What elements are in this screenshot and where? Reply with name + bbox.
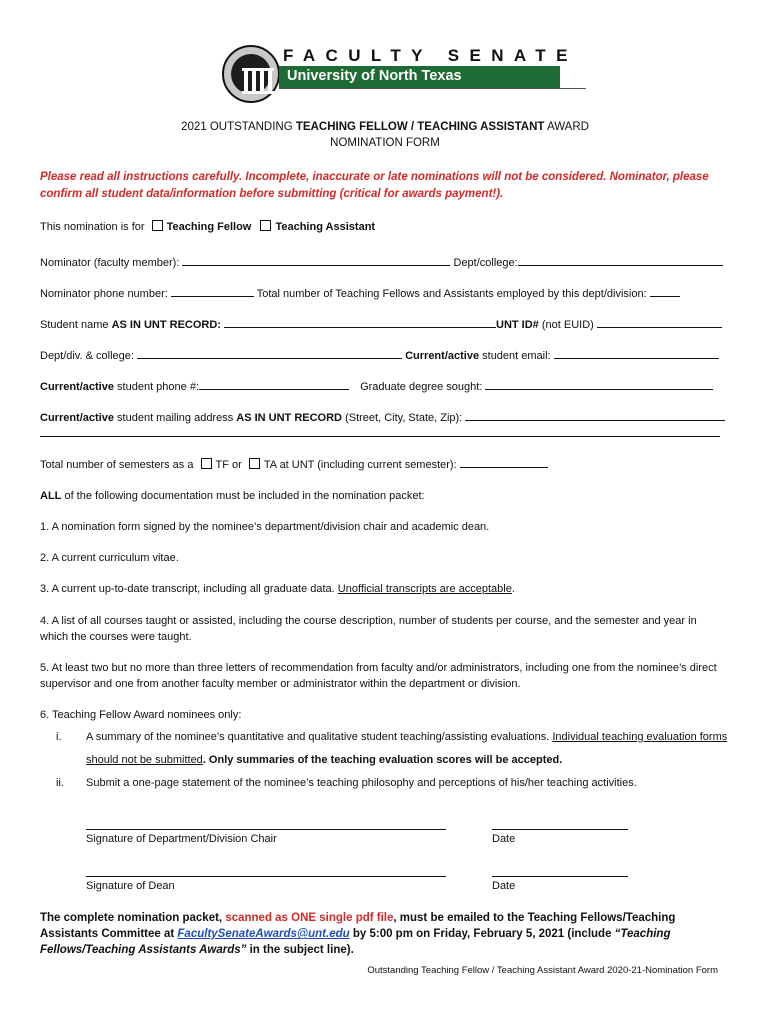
dean-date-line[interactable] xyxy=(492,876,628,877)
unt-id-field[interactable] xyxy=(597,316,722,328)
teaching-fellow-checkbox[interactable] xyxy=(152,220,163,231)
form-subtitle: NOMINATION FORM xyxy=(330,137,440,149)
doc-item-4: 4. A list of all courses taught or assisted, including the course description, number of students per course, and the semester and year in which the courses were taught. xyxy=(40,615,697,643)
nominator-phone-row: Nominator phone number: Total number of Teaching Fellows and Assistants employed by this dept/division: xyxy=(40,285,680,300)
student-dept-row: Dept/div. & college: Current/active student email: xyxy=(40,347,719,362)
teaching-assistant-checkbox[interactable] xyxy=(260,220,271,231)
doc-item-1: 1. A nomination form signed by the nominee’s department/division chair and academic dean. xyxy=(40,521,490,533)
nominator-dept-field[interactable] xyxy=(518,254,723,266)
grad-degree-field[interactable] xyxy=(485,378,713,390)
documentation-intro: ALL of the following documentation must be included in the nomination packet: xyxy=(40,490,425,502)
student-dept-field[interactable] xyxy=(137,347,402,359)
student-phone-field[interactable] xyxy=(199,378,349,390)
tf-checkbox[interactable] xyxy=(201,458,212,469)
dean-signature-label: Signature of Dean xyxy=(86,880,175,892)
sub-item-i-line2: should not be submitted. Only summaries of the teaching evaluation scores will be accepted. xyxy=(86,754,563,766)
dean-signature-line[interactable] xyxy=(86,876,446,877)
chair-date-line[interactable] xyxy=(492,829,628,830)
nominator-row: Nominator (faculty member): Dept/college: xyxy=(40,254,723,269)
page-footer: Outstanding Teaching Fellow / Teaching Assistant Award 2020-21-Nomination Form xyxy=(367,965,718,976)
nomination-type-row: This nomination is for Teaching Fellow Teaching Assistant xyxy=(40,221,376,233)
doc-item-5: 5. At least two but no more than three letters of recommendation from faculty and/or administrators, including one from the nominee’s direct supervisor and one from another faculty member or administrator within the department or division. xyxy=(40,662,717,690)
student-name-row: Student name AS IN UNT RECORD: UNT ID# (not EUID) xyxy=(40,316,722,331)
submission-instructions: The complete nomination packet, scanned as ONE single pdf file, must be emailed to the Teaching Fellows/Teaching Assistants Committee at FacultySenateAwards@unt.edu by 5:00 pm on Friday, February 5, 2021 (include “Teaching Fellows/Teaching Assistants Awards” in the subject line). xyxy=(40,912,676,956)
dean-date-label: Date xyxy=(492,880,516,892)
doc-item-3: 3. A current up-to-date transcript, including all graduate data. Unofficial transcripts are acceptable. xyxy=(40,583,515,595)
sub-item-ii-number: ii. xyxy=(56,777,64,789)
student-email-field[interactable] xyxy=(554,347,719,359)
header-rule xyxy=(279,88,586,89)
chair-signature-label: Signature of Department/Division Chair xyxy=(86,833,277,845)
mailing-address-row: Current/active student mailing address AS IN UNT RECORD (Street, City, State, Zip): xyxy=(40,409,725,424)
instructions-warning: Please read all instructions carefully. Incomplete, inaccurate or late nominations will not be considered. Nominator, please confirm all student data/information before submitting (critical for awards payment!). xyxy=(40,171,709,200)
university-banner xyxy=(279,66,560,88)
chair-date-label: Date xyxy=(492,833,516,845)
sub-item-ii-text: Submit a one-page statement of the nominee’s teaching philosophy and perceptions of his/her teaching activities. xyxy=(86,777,637,789)
student-phone-row: Current/active student phone #: Graduate degree sought: xyxy=(40,378,713,393)
ta-checkbox[interactable] xyxy=(249,458,260,469)
sub-item-i-number: i. xyxy=(56,731,62,743)
mailing-address-line2[interactable] xyxy=(40,436,720,437)
form-title: 2021 OUTSTANDING TEACHING FELLOW / TEACHING ASSISTANT AWARD xyxy=(181,121,589,133)
chair-signature-line[interactable] xyxy=(86,829,446,830)
unt-pillars-logo-icon xyxy=(222,45,280,103)
university-name: University of North Texas xyxy=(287,68,462,84)
doc-item-6: 6. Teaching Fellow Award nominees only: xyxy=(40,709,242,721)
total-tf-ta-field[interactable] xyxy=(650,285,680,297)
committee-email-link[interactable]: FacultySenateAwards@unt.edu xyxy=(177,928,350,940)
nominator-phone-field[interactable] xyxy=(171,285,254,297)
mailing-address-field[interactable] xyxy=(465,409,725,421)
nominator-field[interactable] xyxy=(182,254,450,266)
semesters-field[interactable] xyxy=(460,456,548,468)
semesters-row: Total number of semesters as a TF or TA at UNT (including current semester): xyxy=(40,456,548,471)
doc-item-2: 2. A current curriculum vitae. xyxy=(40,552,179,564)
sub-item-i-line1: A summary of the nominee’s quantitative and qualitative student teaching/assisting evaluations. Individual teaching evaluation forms xyxy=(86,731,728,743)
org-title: FACULTY SENATE xyxy=(283,46,578,65)
student-name-field[interactable] xyxy=(224,316,496,328)
